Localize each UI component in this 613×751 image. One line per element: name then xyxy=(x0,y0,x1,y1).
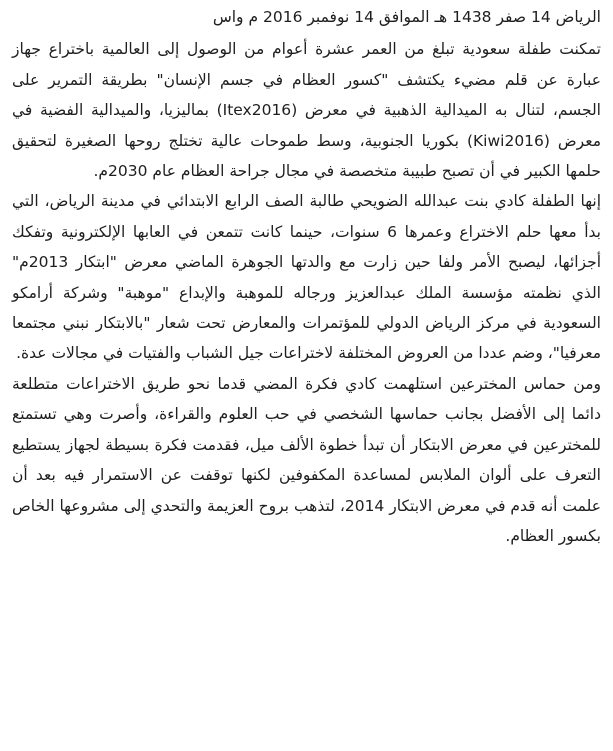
article-paragraph-3: ومن حماس المخترعين استلهمت كادي فكرة المضي قدما نحو طريق الاختراعات متطلعة دائما إلى الأفضل بجانب حماسها الشخصي في حب العلوم والقراءة، وأصرت وهي تستمتع للمخترعين في معرض الابتكار أن تبدأ خطوة الألف ميل، فقدمت فكرة بسيطة لجهاز يستطيع التعرف على ألوان الملابس لمساعدة المكفوفين لكنها توقفت عن الاستمرار فيه بعد أن علمت أنه قدم في معرض الابتكار 2014، لتذهب بروح العزيمة والتحدي إلى مشروعها الخاص بكسور العظام. xyxy=(12,374,601,545)
article-paragraph-1: تمكنت طفلة سعودية تبلغ من العمر عشرة أعوام من الوصول إلى العالمية باختراع جهاز عبارة عن قلم مضيء يكتشف "كسور العظام في جسم الإنسان" بطريقة التمرير على الجسم، لتنال به الميدالية الذهبية في معرض (Itex2016) بماليزيا، والميدالية الفضية في معرض (Kiwi2016) بكوريا الجنوبية، وسط طموحات عالية تختلج روحها الصغيرة لتحقيق حلمها الكبير في أن تصبح طبيبة متخصصة في مجال جراحة العظام عام 2030م. xyxy=(12,40,601,181)
article-paragraph-2: إنها الطفلة كادي بنت عبدالله الضويحي طالبة الصف الرابع الابتدائي في مدينة الرياض، التي بدأ معها حلم الاختراع وعمرها 6 سنوات، حينما كانت تتمعن في العابها الإلكترونية وتفكك أجزائها، ليصبح الأمر ولفا حين زارت مع والدتها الجوهرة الماضي معرض "ابتكار 2013م" الذي نظمته مؤسسة الملك عبدالعزيز ورجاله للموهبة والإبداع "موهبة" وشركة أرامكو السعودية في مركز الرياض الدولي للمؤتمرات والمعارض تحت شعار "بالابتكار نبني مجتمعا معرفيا"، وضم عددا من العروض المختلفة لاختراعات جيل الشباب والفتيات في مجالات عدة. xyxy=(12,192,601,363)
article-dateline: الرياض 14 صفر 1438 هـ الموافق 14 نوفمبر 2016 م واس xyxy=(212,8,601,26)
